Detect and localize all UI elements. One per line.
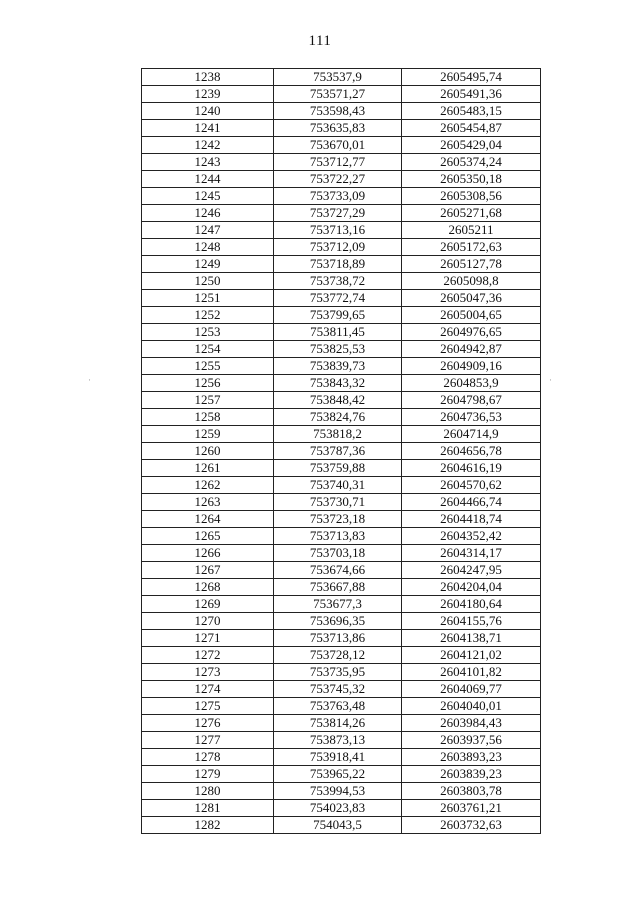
y-coordinate-cell: 2604069,77 [402, 681, 541, 698]
coordinates-table-body [142, 69, 541, 834]
table-row [142, 358, 541, 375]
table-row [142, 715, 541, 732]
point-number-cell: 1239 [142, 86, 274, 103]
x-coordinate-cell: 753848,42 [274, 392, 402, 409]
y-coordinate-cell: 2604101,82 [402, 664, 541, 681]
y-coordinate-cell: 2603937,56 [402, 732, 541, 749]
point-number-cell: 1245 [142, 188, 274, 205]
y-coordinate-cell: 2605211 [402, 222, 541, 239]
y-coordinate-cell: 2605098,8 [402, 273, 541, 290]
x-coordinate-cell: 753772,74 [274, 290, 402, 307]
point-number-cell: 1244 [142, 171, 274, 188]
point-number-cell: 1279 [142, 766, 274, 783]
x-coordinate-cell: 753839,73 [274, 358, 402, 375]
point-number-cell: 1259 [142, 426, 274, 443]
point-number-cell: 1247 [142, 222, 274, 239]
y-coordinate-cell: 2604909,16 [402, 358, 541, 375]
y-coordinate-cell: 2605004,65 [402, 307, 541, 324]
x-coordinate-cell: 753825,53 [274, 341, 402, 358]
table-row [142, 120, 541, 137]
point-number-cell: 1263 [142, 494, 274, 511]
y-coordinate-cell: 2604736,53 [402, 409, 541, 426]
table-row [142, 239, 541, 256]
y-coordinate-cell: 2604138,71 [402, 630, 541, 647]
point-number-cell: 1282 [142, 817, 274, 834]
x-coordinate-cell: 753965,22 [274, 766, 402, 783]
table-row [142, 188, 541, 205]
x-coordinate-cell: 753670,01 [274, 137, 402, 154]
y-coordinate-cell: 2605308,56 [402, 188, 541, 205]
x-coordinate-cell: 753730,71 [274, 494, 402, 511]
y-coordinate-cell: 2604040,01 [402, 698, 541, 715]
table-row [142, 800, 541, 817]
table-row [142, 749, 541, 766]
y-coordinate-cell: 2605350,18 [402, 171, 541, 188]
point-number-cell: 1262 [142, 477, 274, 494]
table-row [142, 256, 541, 273]
x-coordinate-cell: 753667,88 [274, 579, 402, 596]
y-coordinate-cell: 2605483,15 [402, 103, 541, 120]
table-row [142, 630, 541, 647]
point-number-cell: 1250 [142, 273, 274, 290]
x-coordinate-cell: 753727,29 [274, 205, 402, 222]
table-row [142, 307, 541, 324]
x-coordinate-cell: 753635,83 [274, 120, 402, 137]
x-coordinate-cell: 753873,13 [274, 732, 402, 749]
table-row [142, 647, 541, 664]
point-number-cell: 1269 [142, 596, 274, 613]
x-coordinate-cell: 753759,88 [274, 460, 402, 477]
y-coordinate-cell: 2605047,36 [402, 290, 541, 307]
table-row [142, 103, 541, 120]
y-coordinate-cell: 2604942,87 [402, 341, 541, 358]
table-row [142, 171, 541, 188]
y-coordinate-cell: 2604247,95 [402, 562, 541, 579]
y-coordinate-cell: 2605127,78 [402, 256, 541, 273]
table-row [142, 528, 541, 545]
table-row [142, 222, 541, 239]
point-number-cell: 1266 [142, 545, 274, 562]
point-number-cell: 1251 [142, 290, 274, 307]
y-coordinate-cell: 2605172,63 [402, 239, 541, 256]
table-row [142, 511, 541, 528]
y-coordinate-cell: 2603839,23 [402, 766, 541, 783]
x-coordinate-cell: 753811,45 [274, 324, 402, 341]
table-row [142, 341, 541, 358]
point-number-cell: 1260 [142, 443, 274, 460]
point-number-cell: 1274 [142, 681, 274, 698]
x-coordinate-cell: 753713,86 [274, 630, 402, 647]
x-coordinate-cell: 753598,43 [274, 103, 402, 120]
y-coordinate-cell: 2604570,62 [402, 477, 541, 494]
y-coordinate-cell: 2604352,42 [402, 528, 541, 545]
y-coordinate-cell: 2605271,68 [402, 205, 541, 222]
point-number-cell: 1281 [142, 800, 274, 817]
x-coordinate-cell: 753735,95 [274, 664, 402, 681]
x-coordinate-cell: 753696,35 [274, 613, 402, 630]
table-row [142, 205, 541, 222]
table-row [142, 154, 541, 171]
table-row [142, 698, 541, 715]
y-coordinate-cell: 2604314,17 [402, 545, 541, 562]
coordinates-table [141, 68, 541, 834]
x-coordinate-cell: 753712,77 [274, 154, 402, 171]
x-coordinate-cell: 753712,09 [274, 239, 402, 256]
table-row [142, 443, 541, 460]
x-coordinate-cell: 753722,27 [274, 171, 402, 188]
y-coordinate-cell: 2605495,74 [402, 69, 541, 86]
point-number-cell: 1261 [142, 460, 274, 477]
point-number-cell: 1252 [142, 307, 274, 324]
x-coordinate-cell: 753723,18 [274, 511, 402, 528]
y-coordinate-cell: 2604656,78 [402, 443, 541, 460]
table-row [142, 613, 541, 630]
x-coordinate-cell: 753713,16 [274, 222, 402, 239]
y-coordinate-cell: 2604853,9 [402, 375, 541, 392]
x-coordinate-cell: 753537,9 [274, 69, 402, 86]
point-number-cell: 1265 [142, 528, 274, 545]
point-number-cell: 1277 [142, 732, 274, 749]
x-coordinate-cell: 753799,65 [274, 307, 402, 324]
x-coordinate-cell: 753738,72 [274, 273, 402, 290]
point-number-cell: 1271 [142, 630, 274, 647]
table-row [142, 494, 541, 511]
table-row [142, 409, 541, 426]
y-coordinate-cell: 2604204,04 [402, 579, 541, 596]
table-row [142, 783, 541, 800]
x-coordinate-cell: 753728,12 [274, 647, 402, 664]
y-coordinate-cell: 2603893,23 [402, 749, 541, 766]
table-row [142, 596, 541, 613]
point-number-cell: 1242 [142, 137, 274, 154]
table-row [142, 460, 541, 477]
point-number-cell: 1249 [142, 256, 274, 273]
table-row [142, 137, 541, 154]
point-number-cell: 1238 [142, 69, 274, 86]
table-row [142, 545, 541, 562]
x-coordinate-cell: 753718,89 [274, 256, 402, 273]
x-coordinate-cell: 754043,5 [274, 817, 402, 834]
table-row [142, 732, 541, 749]
point-number-cell: 1240 [142, 103, 274, 120]
table-row [142, 273, 541, 290]
table-row [142, 562, 541, 579]
point-number-cell: 1267 [142, 562, 274, 579]
y-coordinate-cell: 2605374,24 [402, 154, 541, 171]
x-coordinate-cell: 753713,83 [274, 528, 402, 545]
scan-speck: · [549, 375, 552, 385]
y-coordinate-cell: 2604466,74 [402, 494, 541, 511]
x-coordinate-cell: 753674,66 [274, 562, 402, 579]
point-number-cell: 1272 [142, 647, 274, 664]
y-coordinate-cell: 2604155,76 [402, 613, 541, 630]
table-row [142, 766, 541, 783]
point-number-cell: 1280 [142, 783, 274, 800]
y-coordinate-cell: 2604976,65 [402, 324, 541, 341]
x-coordinate-cell: 753703,18 [274, 545, 402, 562]
point-number-cell: 1270 [142, 613, 274, 630]
point-number-cell: 1253 [142, 324, 274, 341]
y-coordinate-cell: 2604418,74 [402, 511, 541, 528]
x-coordinate-cell: 753843,32 [274, 375, 402, 392]
point-number-cell: 1273 [142, 664, 274, 681]
point-number-cell: 1255 [142, 358, 274, 375]
table-row [142, 392, 541, 409]
x-coordinate-cell: 753918,41 [274, 749, 402, 766]
table-row [142, 817, 541, 834]
x-coordinate-cell: 753733,09 [274, 188, 402, 205]
table-row [142, 290, 541, 307]
y-coordinate-cell: 2604798,67 [402, 392, 541, 409]
point-number-cell: 1243 [142, 154, 274, 171]
y-coordinate-cell: 2603803,78 [402, 783, 541, 800]
x-coordinate-cell: 753745,32 [274, 681, 402, 698]
y-coordinate-cell: 2605454,87 [402, 120, 541, 137]
x-coordinate-cell: 753740,31 [274, 477, 402, 494]
table-row [142, 426, 541, 443]
x-coordinate-cell: 754023,83 [274, 800, 402, 817]
x-coordinate-cell: 753818,2 [274, 426, 402, 443]
point-number-cell: 1248 [142, 239, 274, 256]
x-coordinate-cell: 753814,26 [274, 715, 402, 732]
table-row [142, 86, 541, 103]
scan-speck: · [88, 375, 91, 385]
x-coordinate-cell: 753824,76 [274, 409, 402, 426]
table-row [142, 375, 541, 392]
table-row [142, 681, 541, 698]
y-coordinate-cell: 2604121,02 [402, 647, 541, 664]
table-row [142, 579, 541, 596]
point-number-cell: 1258 [142, 409, 274, 426]
table-row [142, 664, 541, 681]
y-coordinate-cell: 2604180,64 [402, 596, 541, 613]
page-number: 111 [308, 33, 332, 49]
x-coordinate-cell: 753763,48 [274, 698, 402, 715]
x-coordinate-cell: 753787,36 [274, 443, 402, 460]
point-number-cell: 1275 [142, 698, 274, 715]
y-coordinate-cell: 2604714,9 [402, 426, 541, 443]
point-number-cell: 1241 [142, 120, 274, 137]
x-coordinate-cell: 753677,3 [274, 596, 402, 613]
y-coordinate-cell: 2603732,63 [402, 817, 541, 834]
point-number-cell: 1256 [142, 375, 274, 392]
point-number-cell: 1268 [142, 579, 274, 596]
x-coordinate-cell: 753571,27 [274, 86, 402, 103]
y-coordinate-cell: 2605491,36 [402, 86, 541, 103]
point-number-cell: 1264 [142, 511, 274, 528]
point-number-cell: 1276 [142, 715, 274, 732]
table-row [142, 477, 541, 494]
y-coordinate-cell: 2603984,43 [402, 715, 541, 732]
y-coordinate-cell: 2603761,21 [402, 800, 541, 817]
point-number-cell: 1278 [142, 749, 274, 766]
y-coordinate-cell: 2605429,04 [402, 137, 541, 154]
y-coordinate-cell: 2604616,19 [402, 460, 541, 477]
point-number-cell: 1254 [142, 341, 274, 358]
point-number-cell: 1246 [142, 205, 274, 222]
table-row [142, 69, 541, 86]
table-row [142, 324, 541, 341]
x-coordinate-cell: 753994,53 [274, 783, 402, 800]
point-number-cell: 1257 [142, 392, 274, 409]
